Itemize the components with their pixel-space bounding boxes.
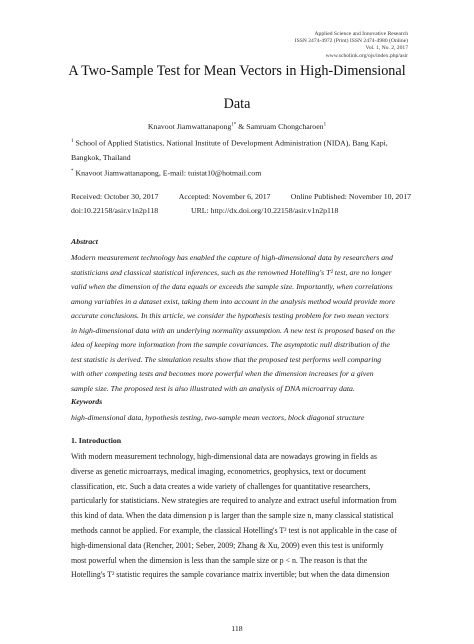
journal-url[interactable]: www.scholink.org/ojs/index.php/asir (325, 52, 408, 59)
paper-title-line-1: A Two-Sample Test for Mean Vectors in High-Dimensional (68, 63, 406, 79)
journal-issn: ISSN 2474-4972 (Print) ISSN 2474-4980 (Online) (294, 38, 408, 45)
affiliation-line-2: Bangkok, Thailand (71, 152, 131, 162)
page-number: 118 (231, 624, 243, 633)
received-date: Received: October 30, 2017 (71, 192, 159, 201)
abstract-line: idea of keeping more information from the sample covariances. The asymptotic null distribution of the (71, 340, 390, 349)
journal-name: Applied Science and Innovative Research (314, 31, 408, 37)
introduction-line: With modern measurement technology, high-dimensional data are nowadays growing in fields as (71, 452, 377, 461)
keywords: high-dimensional data, hypothesis testing, two-sample mean vectors, block diagonal structure (71, 413, 365, 422)
abstract-line: among variables in a dataset exist, taking them into account in the analysis method would provide more (71, 296, 396, 306)
abstract-line: in high-dimensional data with an underlying normality assumption. A new test is proposed based on the (71, 325, 395, 335)
introduction-line: diverse as genetic microarrays, medical imaging, econometrics, geophysics, text or document (71, 466, 366, 476)
affiliation (71, 135, 411, 180)
keywords-heading: Keywords (71, 397, 103, 406)
author-connector: & (236, 122, 247, 131)
affiliation-line-1: School of Applied Statistics, National Institute of Development Administration (NIDA), Bang Kapi, (73, 138, 388, 148)
abstract-line: sample size. The proposed test is also illustrated with an analysis of DNA microarray data. (71, 383, 355, 393)
published-date: Online Published: November 10, 2017 (290, 192, 411, 201)
author-2-marks: 1 (323, 122, 327, 128)
introduction-line: classification, etc. Such a data creates a wide variety of challenges for quantitative researchers, (71, 481, 371, 491)
introduction-line: Hotelling's T² statistic requires the sample covariance matrix invertible; but when the data dimension (71, 570, 390, 580)
author-list (0, 122, 474, 131)
section-heading-introduction: 1. Introduction (71, 436, 122, 445)
corresponding-mark: * (71, 168, 74, 174)
author-1: Knavoot Jiamwattanapong (147, 122, 232, 131)
introduction-line: this kind of data. When the data dimension p is larger than the sample size n, many classical statistical (71, 511, 394, 521)
abstract-line: Modern measurement technology has enabled the capture of high-dimensional data by researchers and (71, 253, 393, 262)
journal-volume: Vol. 1, No. 2, 2017 (365, 45, 408, 52)
introduction-body (71, 450, 405, 583)
accepted-date: Accepted: November 6, 2017 (178, 192, 271, 201)
abstract-line: test statistic is derived. The simulation results show that the proposed test performs well comparing (71, 354, 382, 364)
abstract-line: valid when the dimension of the data equals or exceeds the sample size. Importantly, when correlations (71, 282, 393, 291)
introduction-line: most powerful when the dimension is less than the sample size or p < n. The reason is that the (71, 555, 368, 565)
paper-title-line-2: Data (223, 96, 251, 112)
introduction-line: particularly for statisticians. New strategies are required to analyze and extract useful information from (71, 496, 397, 506)
affiliation-mark: 1 (71, 139, 74, 144)
abstract-heading: Abstract (71, 237, 98, 246)
abstract-body (71, 251, 405, 396)
abstract-line: statisticians and classical statistical inferences, such as the renowned Hotelling's T² test, are no longer (71, 267, 392, 277)
publication-dates (71, 190, 411, 218)
introduction-line: methods cannot be applied. For example, the classical Hotelling's T² test is not applicable in the case of (71, 525, 397, 535)
abstract-line: with other competing tests and becomes more powerful when the dimension increases for a given (71, 369, 374, 378)
corresponding-author: Knavoot Jiamwattanapong, E-mail: tuistat10@hotmail.com (73, 168, 262, 178)
doi-url[interactable]: URL: http://dx.doi.org/10.22158/asir.v1n2p118 (190, 206, 339, 215)
journal-header (295, 31, 408, 60)
doi[interactable]: doi:10.22158/asir.v1n2p118 (71, 206, 159, 215)
author-1-marks: 1* (231, 122, 237, 128)
introduction-line: high-dimensional data (Rencher, 2001; Seber, 2009; Zhang & Xu, 2009) even this test is uniformly (71, 540, 384, 550)
author-2: Samruam Chongcharoen (246, 122, 324, 131)
abstract-line: accurate conclusions. In this article, we consider the hypothesis testing problem for two mean vectors (71, 311, 389, 320)
